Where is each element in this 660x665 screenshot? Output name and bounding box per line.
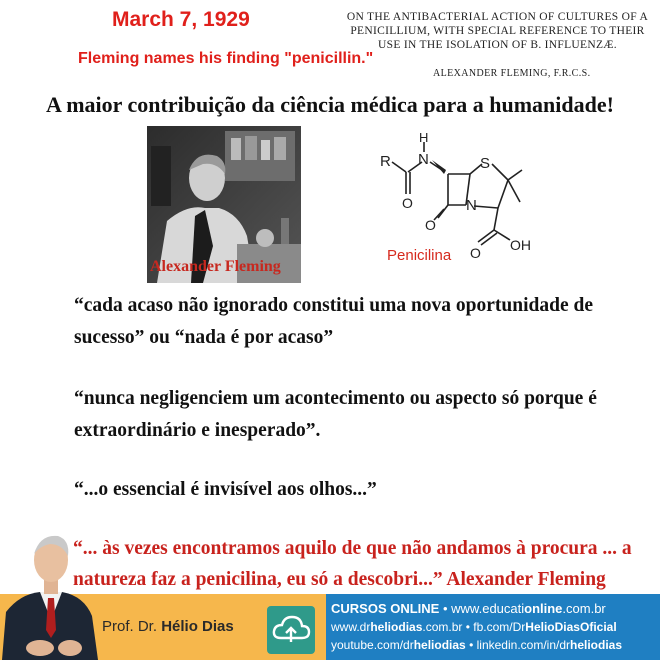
atom-h: H: [419, 130, 429, 145]
professor-surname: Hélio Dias: [161, 618, 234, 635]
paper-title-line: PENICILLIUM, WITH SPECIAL REFERENCE TO THEIR: [350, 25, 645, 37]
website-bold-dias: dias: [398, 620, 423, 634]
quote-essential: “...o essencial é invisível aos olhos...”: [74, 479, 377, 500]
website-part: www.dr: [331, 620, 371, 634]
bullet-separator: •: [469, 638, 474, 652]
site-link[interactable]: [451, 601, 606, 616]
footer-social-line: [331, 638, 622, 652]
website-suffix: .com.br: [422, 620, 463, 634]
date-heading: March 7, 1929: [112, 8, 250, 31]
atom-r: R: [380, 153, 391, 170]
site-suffix: .com.br: [562, 601, 606, 616]
facebook-prefix: fb.com/Dr: [473, 620, 526, 634]
penicillin-label: Penicilina: [387, 247, 452, 264]
paper-author: ALEXANDER FLEMING, F.R.C.S.: [433, 68, 591, 79]
cloud-upload-icon: [267, 606, 315, 654]
bullet-separator: •: [442, 601, 448, 616]
site-prefix: www.educati: [451, 601, 525, 616]
courses-label: CURSOS ONLINE: [331, 601, 440, 616]
paper-title-line: USE IN THE ISOLATION OF B. INFLUENZÆ.: [378, 39, 617, 51]
paper-title-line: ON THE ANTIBACTERIAL ACTION OF CULTURES OF A: [346, 11, 649, 23]
atom-o-acid: O: [470, 245, 481, 261]
youtube-bold: heliodias: [413, 638, 466, 652]
youtube-link[interactable]: [331, 638, 466, 652]
professor-photo: [0, 520, 102, 660]
paper-title: [345, 10, 650, 52]
quote-unexpected: “nunca negligenciem um acontecimento ou aspecto só porque é extraordinário e inesperado”.: [74, 388, 597, 441]
linkedin-link[interactable]: [477, 638, 622, 652]
youtube-prefix: youtube.com/dr: [331, 638, 414, 652]
quote-chance: “cada acaso não ignorado constitui uma nova oportunidade de sucesso” ou “nada é por acaso”: [74, 295, 593, 348]
quote-fleming-discovery: “... às vezes encontramos aquilo de que não andamos à procura ... a natureza faz a penicilina, eu só a descobri...” Alexander Fleming: [73, 538, 632, 590]
footer-courses-line: [331, 601, 606, 616]
atom-o-lactam: O: [425, 217, 436, 233]
professor-name: [102, 618, 234, 635]
atom-o-carbonyl: O: [402, 195, 413, 211]
atom-n-amide: N: [418, 151, 429, 168]
atom-oh: OH: [510, 237, 531, 253]
cloud-icon-shape: [267, 606, 315, 654]
site-bold: online: [524, 601, 563, 616]
professor-illustration: [0, 520, 102, 660]
professor-title: Prof. Dr.: [102, 618, 158, 635]
headline: A maior contribuição da ciência médica para a humanidade!: [46, 92, 614, 117]
linkedin-bold: heliodias: [570, 638, 623, 652]
facebook-link[interactable]: [473, 620, 616, 634]
photo-caption: Alexander Fleming: [150, 258, 281, 275]
website-bold-helio: helio: [370, 620, 399, 634]
footer-links-line: [331, 620, 617, 634]
penicillin-naming-note: Fleming names his finding "penicillin.": [78, 50, 374, 67]
bullet-separator: •: [465, 620, 470, 634]
atom-n-ring: N: [466, 197, 477, 214]
atom-s: S: [480, 155, 491, 172]
linkedin-prefix: linkedin.com/in/dr: [476, 638, 570, 652]
website-link[interactable]: [331, 620, 462, 634]
facebook-bold: HelioDiasOficial: [525, 620, 617, 634]
